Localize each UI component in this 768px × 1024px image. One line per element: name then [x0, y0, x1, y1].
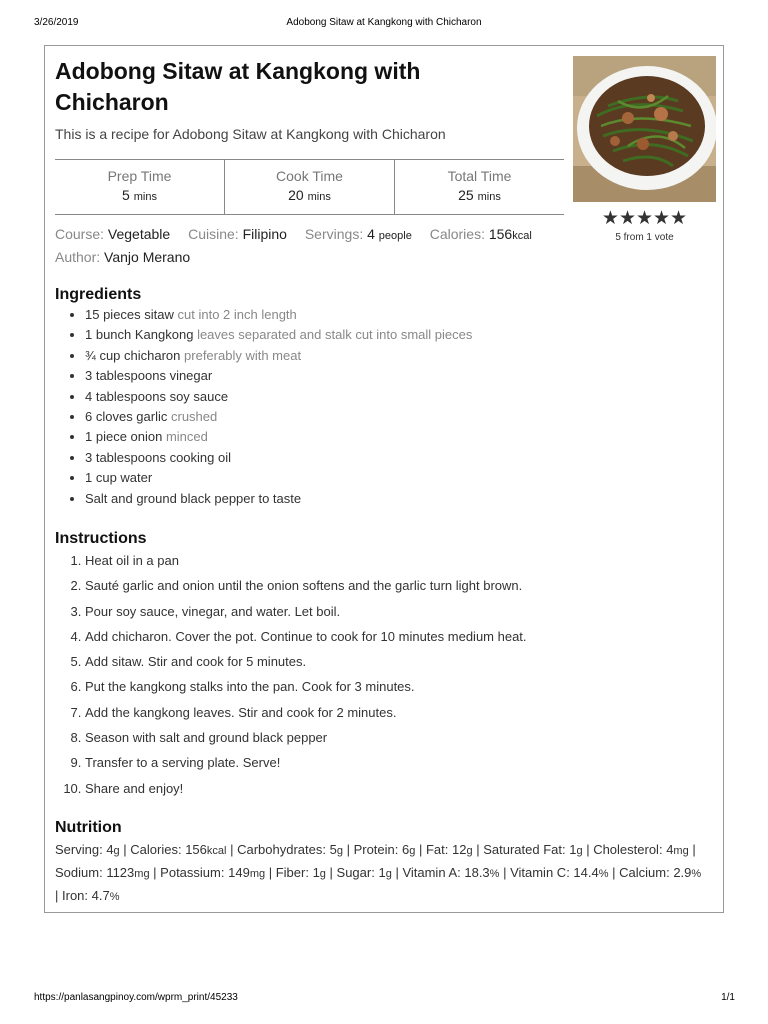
nutrition-value: 6 [402, 842, 410, 857]
nutrition-item: Potassium: 149mg [160, 865, 266, 880]
nutrition-label: Calcium [619, 865, 667, 880]
nutrition-label: Sugar [336, 865, 372, 880]
nutrition-item: Serving: 4g [55, 842, 120, 857]
ingredient-note: minced [165, 429, 208, 445]
nutrition-unit: g [466, 845, 473, 857]
nutrition-label: Vitamin A [402, 865, 458, 880]
print-footer [0, 992, 768, 1006]
recipe-rating [573, 209, 716, 243]
nutrition-label: Serving [55, 842, 100, 857]
instruction-step: 7. Add the kangkong leaves. Stir and cook for 2 minutes. [85, 700, 527, 725]
total-time-value: 25 [458, 187, 474, 203]
nutrition-unit: % [598, 868, 609, 880]
nutrition-unit: g [319, 868, 326, 880]
recipe-summary: This is a recipe for Adobong Sitaw at Kangkong with Chicharon [55, 126, 446, 142]
author-label: Author: [55, 249, 101, 265]
ingredient-main: 4 tablespoons soy sauce [85, 388, 229, 404]
nutrition-item: Vitamin A: 18.3% [402, 865, 500, 880]
author-value: Vanjo Merano [104, 249, 191, 265]
ingredient-main: ¾ cup chicharon [85, 347, 181, 363]
ingredient-main: Salt and ground black pepper to taste [85, 490, 302, 506]
nutrition-unit: g [385, 868, 392, 880]
nutrition-unit: % [109, 891, 120, 903]
print-doc-title: Adobong Sitaw at Kangkong with Chicharon [286, 17, 482, 28]
nutrition-item: Sugar: 1g [336, 865, 392, 880]
servings-label: Servings: [304, 226, 364, 242]
instruction-step: 10. Share and enjoy! [85, 776, 527, 801]
ingredients-heading: Ingredients [55, 286, 142, 303]
prep-time-value: 5 [122, 187, 130, 203]
ingredients-list [55, 305, 472, 509]
nutrition-value: 2.9 [673, 865, 692, 880]
course-label: Course: [55, 226, 105, 242]
servings-value: 4 [367, 226, 375, 242]
nutrition-item: Cholesterol: 4mg [593, 842, 689, 857]
instruction-step: 9. Transfer to a serving plate. Serve! [85, 750, 527, 775]
nutrition-label: Calories [130, 842, 178, 857]
ingredient-item [85, 427, 472, 447]
total-time [394, 160, 564, 214]
ingredient-note: crushed [171, 409, 218, 425]
recipe-photo-image [573, 56, 716, 202]
prep-time-label: Prep Time [107, 168, 172, 184]
prep-time-unit: mins [133, 191, 157, 203]
nutrition-unit: g [409, 845, 416, 857]
cook-time-value: 20 [288, 187, 304, 203]
nutrition-value: 4 [666, 842, 674, 857]
cook-time [224, 160, 394, 214]
nutrition-item: Calories: 156kcal [130, 842, 227, 857]
rating-votes: 5 from 1 vote [615, 232, 674, 243]
ingredient-item [85, 325, 472, 345]
calories-unit: kcal [512, 230, 532, 242]
nutrition-item: Saturated Fat: 1g [483, 842, 583, 857]
nutrition-unit: g [113, 845, 120, 857]
ingredient-item [85, 468, 472, 488]
ingredient-item [85, 366, 472, 386]
nutrition-heading: Nutrition [55, 819, 122, 836]
ingredient-item [85, 448, 472, 468]
total-time-label: Total Time [447, 168, 512, 184]
nutrition-value: 1123 [106, 865, 135, 880]
nutrition-unit: g [576, 845, 583, 857]
cuisine-label: Cuisine: [188, 226, 239, 242]
ingredient-note: preferably with meat [184, 347, 302, 363]
ingredient-main: 3 tablespoons cooking oil [85, 449, 231, 465]
nutrition-facts: Serving: 4g | Calories: 156kcal | Carbohydrates: 5g | Protein: 6g | Fat: 12g | Saturated Fat: 1g | Cholesterol: 4mg | Sodium: 1123mg | Potassium: 149mg | Fiber: 1g | Sugar: 1g | Vitamin A: 18.3% | Vitamin C: 14.4% | Calcium: 2.9% | Iron: 4.7% [55, 842, 702, 903]
calories-value: 156 [488, 226, 513, 242]
total-time-unit: mins [477, 191, 501, 203]
instruction-step: 1. Heat oil in a pan [85, 548, 527, 573]
nutrition-label: Carbohydrates [237, 842, 323, 857]
nutrition-item: Calcium: 2.9% [619, 865, 702, 880]
nutrition-value: 149 [228, 865, 250, 880]
cook-time-label: Cook Time [276, 168, 343, 184]
nutrition-item: Vitamin C: 14.4% [510, 865, 609, 880]
print-url[interactable]: https://panlasangpinoy.com/wprm_print/45233 [34, 992, 238, 1003]
nutrition-label: Protein [353, 842, 395, 857]
ingredient-note: cut into 2 inch length [177, 307, 297, 322]
recipe-photo [573, 56, 716, 202]
nutrition-label: Saturated Fat [483, 842, 562, 857]
instructions-list [55, 548, 527, 801]
ingredient-main: 3 tablespoons vinegar [85, 368, 213, 384]
ingredient-item [85, 346, 472, 366]
nutrition-value: 156 [185, 842, 207, 857]
star-rating-icon[interactable]: ★★★★★ [601, 208, 688, 229]
recipe-card [44, 45, 724, 913]
nutrition-value: 18.3 [464, 865, 490, 880]
instruction-step: 4. Add chicharon. Cover the pot. Continue to cook for 10 minutes medium heat. [85, 624, 527, 649]
nutrition-value: 1 [378, 865, 386, 880]
recipe-meta [55, 224, 575, 268]
recipe-times [55, 159, 564, 215]
nutrition-label: Cholesterol [593, 842, 659, 857]
calories-label: Calories: [429, 226, 485, 242]
nutrition-unit: mg [249, 868, 266, 880]
nutrition-item: Fiber: 1g [275, 865, 326, 880]
ingredient-main: 6 cloves garlic [85, 409, 168, 425]
nutrition-item: Protein: 6g [353, 842, 416, 857]
nutrition-unit: kcal [206, 845, 227, 857]
nutrition-label: Potassium [160, 865, 221, 880]
instruction-step: 5. Add sitaw. Stir and cook for 5 minutes. [85, 649, 527, 674]
nutrition-item: Carbohydrates: 5g [237, 842, 343, 857]
nutrition-label: Sodium [55, 865, 100, 880]
nutrition-value: 5 [329, 842, 337, 857]
cuisine-value: Filipino [242, 226, 287, 242]
servings-unit: people [378, 230, 412, 242]
ingredient-item [85, 489, 472, 509]
prep-time [55, 160, 224, 214]
instruction-step: 2. Sauté garlic and onion until the onion softens and the garlic turn light brown. [85, 573, 527, 598]
nutrition-value: 4 [106, 842, 114, 857]
ingredient-main: 1 cup water [85, 470, 153, 486]
nutrition-unit: mg [134, 868, 150, 880]
nutrition-unit: g [336, 845, 343, 857]
nutrition-value: 12 [452, 842, 467, 857]
recipe-title: Adobong Sitaw at Kangkong with Chicharon [55, 58, 421, 115]
course-value: Vegetable [107, 226, 171, 242]
instructions-heading: Instructions [55, 530, 147, 547]
ingredient-main: 15 pieces sitaw [85, 307, 174, 322]
nutrition-label: Fiber [275, 865, 306, 880]
instruction-step: 6. Put the kangkong stalks into the pan. Cook for 3 minutes. [85, 674, 527, 699]
nutrition-item: Sodium: 1123mg [55, 865, 150, 880]
ingredient-item [85, 305, 472, 325]
nutrition-unit: mg [673, 845, 689, 857]
nutrition-label: Vitamin C [510, 865, 567, 880]
instruction-step: 8. Season with salt and ground black pepper [85, 725, 527, 750]
print-header [0, 17, 768, 31]
ingredient-main: 1 bunch Kangkong [85, 327, 194, 343]
cook-time-unit: mins [307, 191, 331, 203]
nutrition-unit: % [489, 868, 500, 880]
nutrition-item: Fat: 12g [425, 842, 473, 857]
nutrition-label: Fat [425, 842, 445, 857]
print-page-count: 1/1 [721, 992, 735, 1003]
nutrition-value: 1 [312, 865, 320, 880]
ingredient-note: leaves separated and stalk cut into small pieces [197, 327, 473, 343]
nutrition-label: Iron [62, 888, 85, 903]
nutrition-value: 14.4 [573, 865, 599, 880]
nutrition-value: 4.7 [91, 888, 110, 903]
nutrition-item: Iron: 4.7% [62, 888, 120, 903]
ingredient-item [85, 387, 472, 407]
instruction-step: 3. Pour soy sauce, vinegar, and water. Let boil. [85, 599, 527, 624]
ingredient-main: 1 piece onion [85, 429, 163, 445]
ingredient-item [85, 407, 472, 427]
nutrition-value: 1 [569, 842, 577, 857]
nutrition-unit: % [691, 868, 702, 880]
print-date: 3/26/2019 [34, 17, 79, 28]
